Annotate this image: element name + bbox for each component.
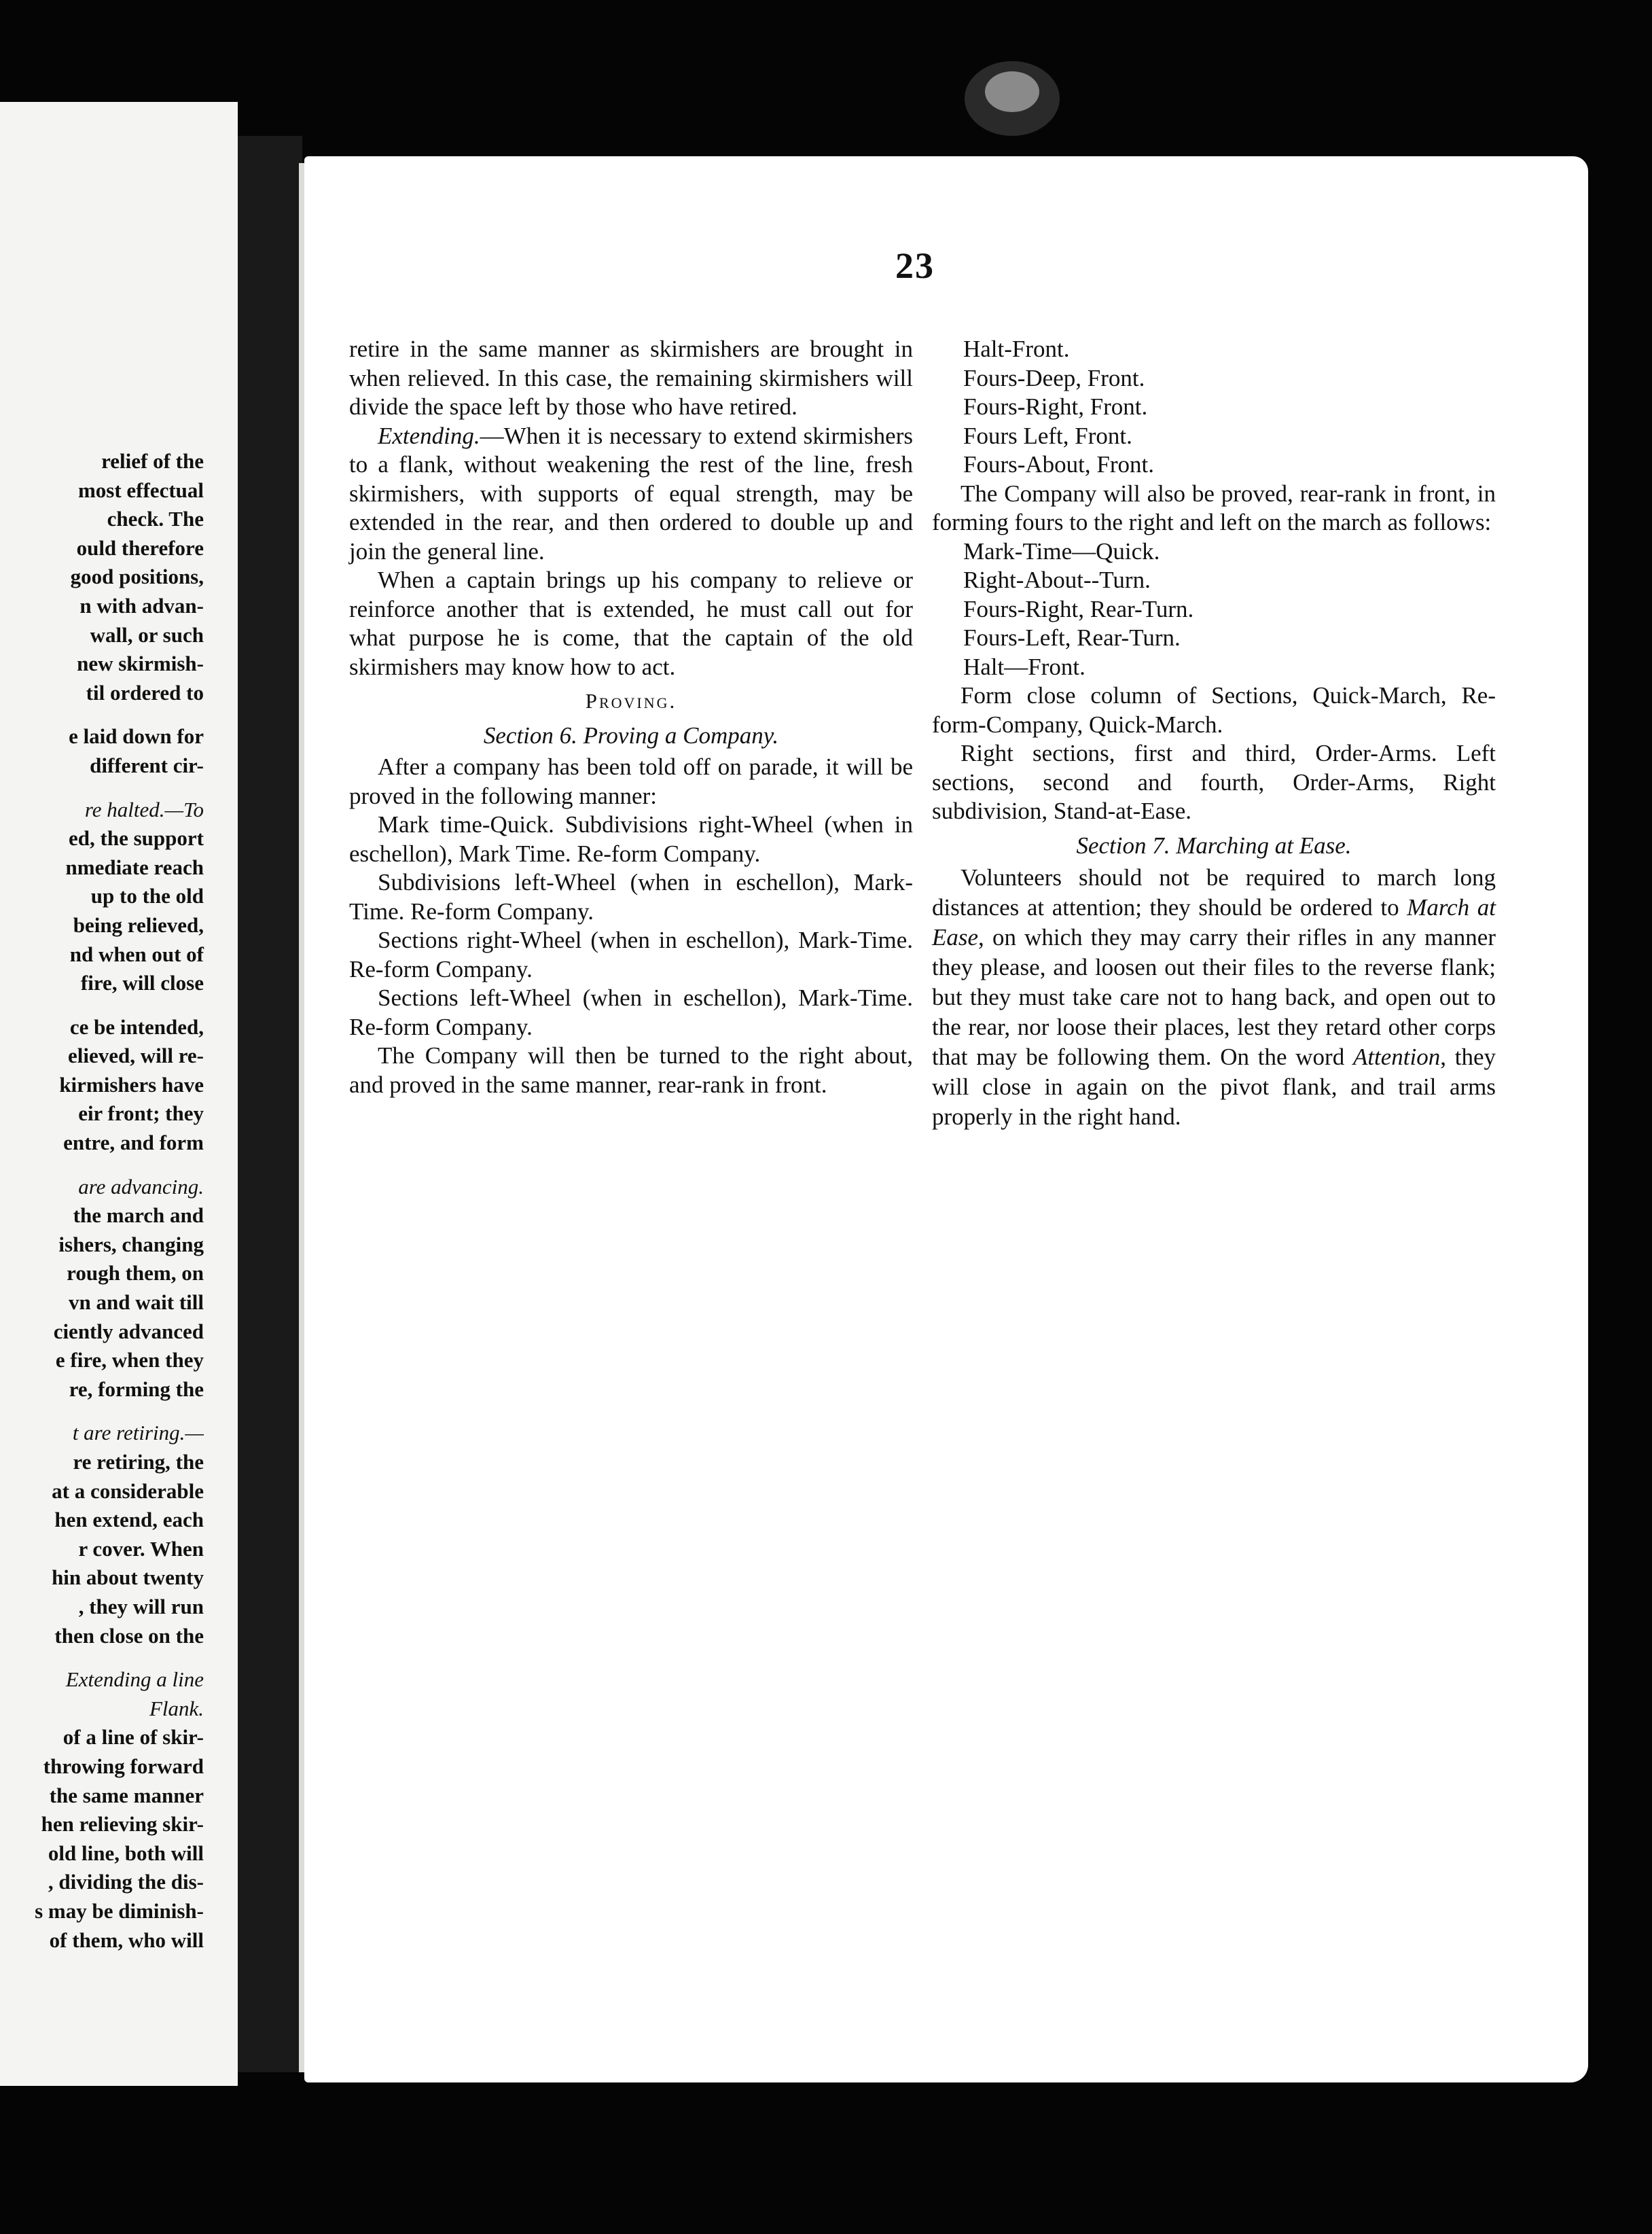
fragment-line: being relieved, [73, 912, 204, 937]
command-line: Halt-Front. [963, 336, 1070, 362]
command-line: Halt—Front. [963, 653, 1085, 680]
fragment-line: ce be intended, [69, 1014, 204, 1039]
fragment-line: nd when out of [69, 942, 204, 966]
fragment-line: rough them, on [67, 1261, 204, 1286]
paragraph: Sections right-Wheel (when in eschellon), Mark-Time. Re-form Company. [349, 927, 913, 982]
paragraph: The Company will also be proved, rear-rank in front, in forming fours to the right and left on the march as follows: [932, 480, 1496, 535]
fragment-line: up to the old [90, 884, 204, 908]
fragment-line: ishers, changing [58, 1232, 204, 1256]
paragraph: Sections left-Wheel (when in eschellon), Mark-Time. Re-form Company. [349, 985, 913, 1040]
command-line: Fours-Deep, Front. [963, 364, 1145, 391]
fragment-line: re, forming the [69, 1377, 204, 1401]
fragment-line: wall, or such [90, 622, 204, 647]
paragraph: The Company will then be turned to the right about, and proved in the same manner, rear-rank in front. [349, 1042, 913, 1098]
fragment-line: ould therefore [76, 535, 204, 560]
paragraph: Form close column of Sections, Quick-March, Re-form-Company, Quick-March. [932, 682, 1496, 738]
fragment-line: Flank. [149, 1696, 204, 1720]
fragment-line: r cover. When [78, 1536, 204, 1561]
fragment-line: of them, who will [49, 1928, 204, 1952]
fragment-line: ed, the support [69, 826, 204, 851]
paragraph: Subdivisions left-Wheel (when in eschellon), Mark-Time. Re-form Company. [349, 869, 913, 925]
fragment-line: of a line of skir- [62, 1725, 204, 1750]
fragment-line: s may be diminish- [35, 1898, 204, 1923]
paragraph-text: Volunteers should not be required to march long distances at attention; they should be ordered to [932, 864, 1496, 921]
fragment-line: vn and wait till [69, 1290, 204, 1315]
paragraph-text: —When it is necessary to extend skirmishers to a flank, without weakening the rest of the line, fresh skirmishers, with supports of equal strength, may be extended in the rear, and then ordered to double up and join the general line. [349, 422, 913, 565]
fragment-line: new skirmish- [77, 652, 204, 676]
fragment-line: ciently advanced [53, 1319, 204, 1343]
paragraph: Mark time-Quick. Subdivisions right-Wheel (when in eschellon), Mark Time. Re-form Company. [349, 811, 913, 867]
fragment-line: check. The [107, 507, 204, 531]
left-text-column [349, 335, 913, 1099]
command-line: Fours Left, Front. [963, 422, 1132, 449]
fragment-line: Extending a line [65, 1667, 204, 1692]
fragment-line: eir front; they [78, 1101, 204, 1126]
section-title: Section 7. Marching at Ease. [1076, 832, 1352, 859]
section-title: Section 6. Proving a Company. [483, 722, 779, 749]
fragment-line: t are retiring.— [72, 1421, 204, 1445]
fragment-line: the march and [73, 1203, 204, 1228]
fragment-line: , they will run [78, 1594, 204, 1618]
run-in-heading: Extending. [378, 422, 480, 449]
fragment-line: til ordered to [86, 680, 204, 705]
command-line: Mark-Time—Quick. [963, 537, 1160, 565]
paragraph: After a company has been told off on parade, it will be proved in the following manner: [349, 753, 913, 809]
fragment-line: hen extend, each [54, 1508, 204, 1532]
fragment-line: n with advan- [79, 593, 204, 618]
fragment-line: re retiring, the [73, 1450, 204, 1474]
fragment-line: re halted.—To [84, 797, 204, 821]
command-line: Fours-Left, Rear-Turn. [963, 624, 1181, 651]
fragment-line: the same manner [49, 1783, 204, 1807]
paragraph: When a captain brings up his company to relieve or reinforce another that is extended, he must call out for what purpose he is come, that the captain of the old skirmishers may know how to act. [349, 567, 913, 680]
book-binding [238, 136, 302, 2072]
right-text-column [932, 335, 1496, 1132]
fragment-line: nmediate reach [65, 855, 204, 879]
paragraph-text: , on which they may carry their rifles in any manner they please, and loosen out their files to the reverse flank; but they must take care not to hang back, and open out to the rear, nor loose their places, lest they retard other corps that may be following them. On the word [932, 924, 1496, 1070]
fragment-line: are advancing. [78, 1174, 204, 1199]
paragraph: retire in the same manner as skirmishers are brought in when relieved. In this case, the remaining skirmishers will divide the space left by those who have retired. [349, 336, 913, 420]
fragment-line: entre, and form [63, 1131, 204, 1155]
command-line: Fours-Right, Rear-Turn. [963, 595, 1194, 622]
paper-blot-highlight [985, 71, 1039, 112]
paragraph-text: , they will close in again on the pivot flank, and trail arms properly in the right hand. [932, 1044, 1496, 1130]
command-line: Fours-About, Front. [963, 451, 1154, 478]
fragment-line: at a considerable [52, 1478, 204, 1503]
paragraph [349, 422, 913, 567]
emphasis: March at Ease [932, 894, 1496, 951]
previous-page-fragment [0, 102, 238, 2086]
fragment-line: elieved, will re- [67, 1044, 204, 1068]
command-line: Right-About--Turn. [963, 567, 1151, 593]
fragment-line: most effectual [77, 478, 204, 502]
fragment-line: kirmishers have [59, 1072, 204, 1097]
fragment-line: e laid down for [69, 724, 204, 749]
fragment-line: relief of the [101, 449, 204, 473]
fragment-line: hin about twenty [52, 1565, 204, 1590]
command-line: Fours-Right, Front. [963, 393, 1148, 420]
paragraph: Right sections, first and third, Order-Arms. Left sections, second and fourth, Order-Arms, Right subdivision, Stand-at-Ease. [932, 740, 1496, 824]
fragment-line: throwing forward [43, 1754, 204, 1778]
page-number: 23 [895, 245, 935, 286]
paragraph [932, 863, 1496, 1132]
fragment-line: old line, both will [48, 1841, 204, 1865]
fragment-line: then close on the [54, 1623, 204, 1648]
fragment-line: fire, will close [80, 971, 204, 995]
emphasis: Attention [1352, 1044, 1441, 1070]
fragment-line: hen relieving skir- [41, 1812, 204, 1837]
fragment-line: good positions, [70, 565, 204, 589]
previous-page-text [0, 447, 204, 1955]
fragment-line: , dividing the dis- [48, 1870, 204, 1894]
fragment-line: e fire, when they [55, 1348, 204, 1372]
fragment-line: different cir- [90, 753, 204, 777]
section-heading: Proving. [585, 689, 677, 713]
